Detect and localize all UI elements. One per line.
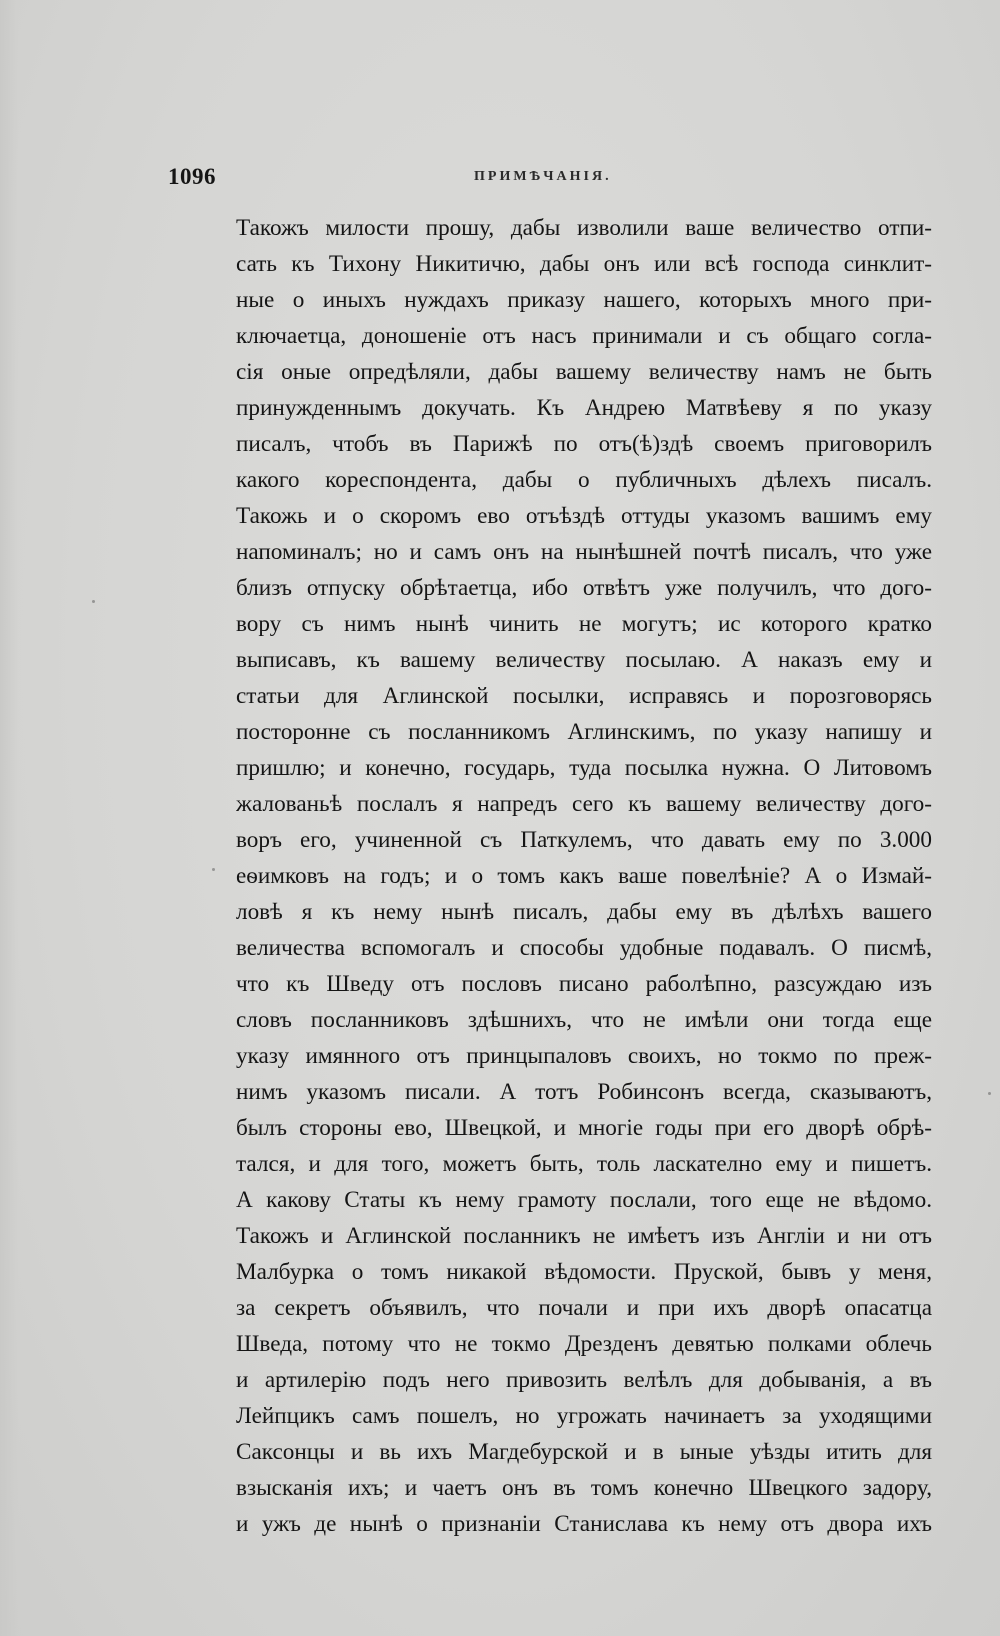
text-line: былъ стороны ево, Швецкой, и многіе годы при его дворѣ обрѣ-	[236, 1115, 932, 1141]
text-line: Такожъ и Аглинской посланникъ не имѣетъ изъ Англіи и ни отъ	[236, 1223, 932, 1249]
text-line: тался, и для того, можетъ быть, толь ласкателно ему и пишетъ.	[236, 1151, 932, 1177]
text-line: Шведа, потому что не токмо Дрезденъ девятью полками облечь	[236, 1331, 932, 1357]
text-line: нимъ указомъ писали. А тотъ Робинсонъ всегда, сказываютъ,	[236, 1079, 932, 1105]
text-line: что къ Шведу отъ пословъ писано раболѣпно, разсуждаю изъ	[236, 971, 932, 997]
text-line: и ужъ де нынѣ о признаніи Станислава къ нему отъ двора ихъ	[236, 1511, 932, 1537]
page-edge-shadow	[0, 0, 18, 1636]
text-line: воръ его, учиненной съ Паткулемъ, что давать ему по 3.000	[236, 827, 932, 853]
text-line: жалованьѣ послалъ я напредъ сего къ вашему величеству дого-	[236, 791, 932, 817]
text-line: ловѣ я къ нему нынѣ писалъ, дабы ему въ дѣлѣхъ вашего	[236, 899, 932, 925]
text-line: величества вспомогалъ и способы удобные подавалъ. О писмѣ,	[236, 935, 932, 961]
text-line: и артилерію подъ него привозить велѣлъ для добыванія, а въ	[236, 1367, 932, 1393]
paper-speck	[212, 868, 215, 871]
text-line: за секретъ объявилъ, что почали и при ихъ дворѣ опасатца	[236, 1295, 932, 1321]
text-line: принужденнымъ докучать. Къ Андрею Матвѣеву я по указу	[236, 395, 932, 421]
body-text	[236, 210, 932, 1542]
text-line: посторонне съ посланникомъ Аглинскимъ, по указу напишу и	[236, 719, 932, 745]
text-line: А какову Статы къ нему грамоту послали, того еще не вѣдомо.	[236, 1187, 932, 1213]
text-line: выписавъ, къ вашему величеству посылаю. А наказъ ему и	[236, 647, 932, 673]
page-number: 1096	[168, 164, 216, 189]
text-line: напоминалъ; но и самъ онъ на нынѣшней почтѣ писалъ, что уже	[236, 539, 932, 565]
paper-speck	[92, 600, 95, 603]
text-line: сія оные опредѣляли, дабы вашему величеству намъ не быть	[236, 359, 932, 385]
page-header	[168, 164, 928, 194]
text-line: какого кореспондента, дабы о публичныхъ дѣлехъ писалъ.	[236, 467, 932, 493]
text-line: Малбурка о томъ никакой вѣдомости. Пруской, бывъ у меня,	[236, 1259, 932, 1285]
text-line: сать къ Тихону Никитичю, дабы онъ или всѣ господа синклит-	[236, 251, 932, 277]
text-line: ные о иныхъ нуждахъ приказу нашего, которыхъ много при-	[236, 287, 932, 313]
text-line: близъ отпуску обрѣтаетца, ибо отвѣтъ уже получилъ, что дого-	[236, 575, 932, 601]
text-line: Лейпцикъ самъ пошелъ, но угрожать начинаетъ за уходящими	[236, 1403, 932, 1429]
text-line: взысканія ихъ; и чаетъ онъ въ томъ конечно Швецкого задору,	[236, 1475, 932, 1501]
text-line: еѳимковъ на годъ; и о томъ какъ ваше повелѣніе? А о Измай-	[236, 863, 932, 889]
running-head: ПРИМѢЧАНІЯ.	[474, 169, 612, 184]
text-line: словъ посланниковъ здѣшнихъ, что не имѣли они тогда еще	[236, 1007, 932, 1033]
text-line: пришлю; и конечно, государь, туда посылка нужна. О Литовомъ	[236, 755, 932, 781]
text-line: Саксонцы и вь ихъ Магдебурской и в ыные уѣзды итить для	[236, 1439, 932, 1465]
text-line: писалъ, чтобъ въ Парижѣ по отъ(ѣ)здѣ своемъ приговорилъ	[236, 431, 932, 457]
text-line: вору съ нимъ нынѣ чинить не могутъ; ис которого кратко	[236, 611, 932, 637]
paper-speck	[988, 1092, 991, 1095]
text-line: статьи для Аглинской посылки, исправясь и порозговорясь	[236, 683, 932, 709]
text-line: ключаетца, доношеніе отъ насъ принимали и съ общаго согла-	[236, 323, 932, 349]
text-line: Такожь и о скоромъ ево отъѣздѣ оттуды указомъ вашимъ ему	[236, 503, 932, 529]
text-line: Такожъ милости прошу, дабы изволили ваше величество отпи-	[236, 215, 932, 241]
text-line: указу имянного отъ принцыпаловъ своихъ, но токмо по преж-	[236, 1043, 932, 1069]
